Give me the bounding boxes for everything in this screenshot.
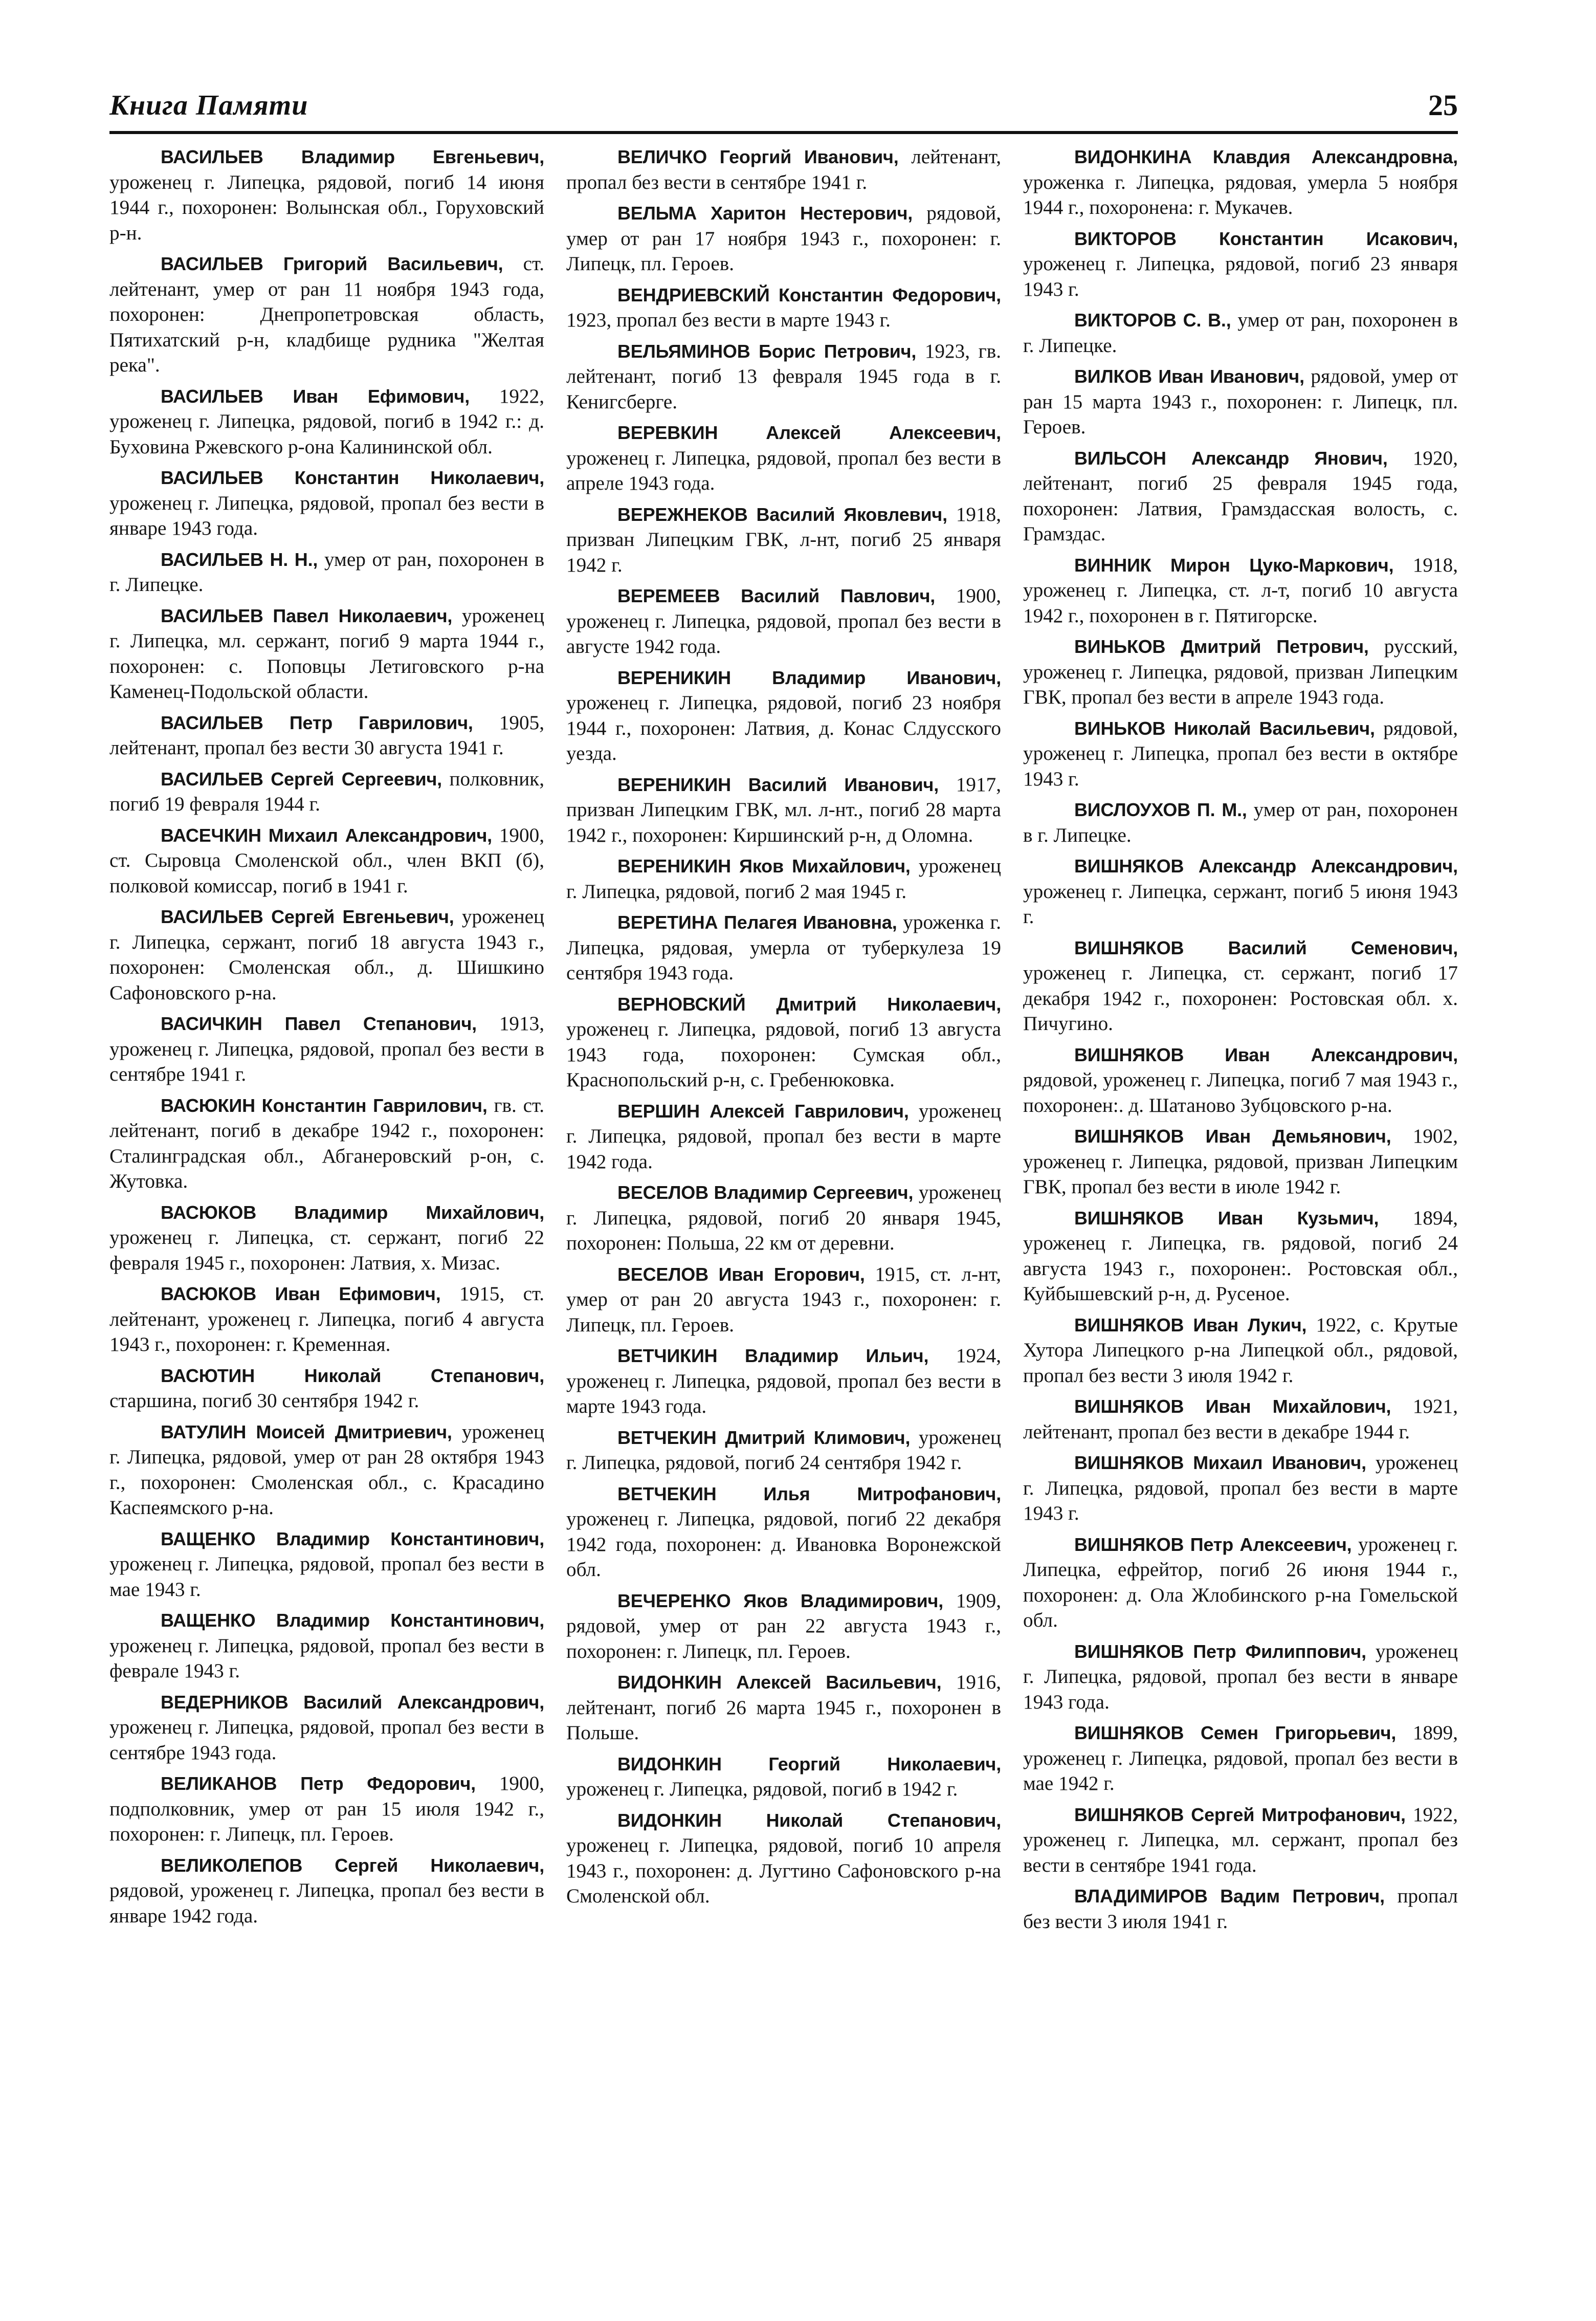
memorial-entry [1023, 1532, 1458, 1633]
memorial-entry [109, 1200, 544, 1276]
entry-name: ВЕЛИЧКО Георгий Иванович, [617, 146, 899, 167]
entry-name: ВИШНЯКОВ Иван Кузьмич, [1074, 1207, 1379, 1229]
entry-name: ВИЛКОВ Иван Иванович, [1074, 366, 1304, 387]
entry-details: уроженец г. Липецка, рядовой, погиб 22 декабря 1942 года, похоронен: д. Ивановка Воронежской обл. [566, 1508, 1001, 1581]
entry-details: 1916, лейтенант, погиб 26 марта 1945 г., похоронен в Польше. [566, 1671, 1001, 1744]
entry-details: лейтенант, пропал без вести в сентябре 1941 г. [566, 146, 1001, 193]
entry-name: ВАСИЛЬЕВ Иван Ефимович, [161, 385, 470, 407]
entry-details: уроженец г. Липецка, ст. сержант, погиб 22 февраля 1945 г., похоронен: Латвия, х. Мизас. [109, 1227, 544, 1274]
entry-details: 1918, уроженец г. Липецка, ст. л-т, погиб 10 августа 1942 г., похоронен в г. Пятигорске. [1023, 554, 1458, 627]
memorial-entry [1023, 553, 1458, 629]
entry-name: ВАСИЛЬЕВ Петр Гаврилович, [161, 712, 473, 733]
entry-details: уроженец г. Липецка, рядовой, погиб 24 сентября 1942 г. [566, 1426, 1001, 1474]
entry-details: уроженец г. Липецка, рядовой, пропал без вести в феврале 1943 г. [109, 1634, 544, 1682]
entry-name: ВЕЛИКОЛЕПОВ Сергей Николаевич, [161, 1854, 544, 1876]
entry-details: 1922, с. Крутые Хутора Липецкого р-на Липецкой обл., рядовой, пропал без вести 3 июля 1942 г. [1023, 1313, 1458, 1387]
memorial-entry [566, 1343, 1001, 1419]
entry-name: ВЕСЕЛОВ Владимир Сергеевич, [617, 1182, 914, 1203]
memorial-entry [109, 1419, 544, 1521]
entry-details: 1918, призван Липецким ГВК, л-нт, погиб 25 января 1942 г. [566, 503, 1001, 576]
memorial-entry [109, 1526, 544, 1603]
entry-name: ВАСИЛЬЕВ Н. Н., [161, 549, 318, 570]
entry-name: ВАСИЛЬЕВ Сергей Сергеевич, [161, 768, 442, 790]
entry-details: уроженец г. Липецка, рядовой, умер от ран 28 октября 1943 г., похоронен: Смоленская обл., с. Красадино Каспеямского р-на. [109, 1420, 544, 1519]
memorial-entry [566, 201, 1001, 277]
entry-details: уроженец г. Липецка, рядовой, пропал без вести в сентябре 1943 года. [109, 1716, 544, 1764]
entry-name: ВИШНЯКОВ Василий Семенович, [1074, 937, 1458, 958]
entry-name: ВАЩЕНКО Владимир Константинович, [161, 1610, 544, 1631]
memorial-entry [109, 251, 544, 378]
memorial-entry [566, 583, 1001, 660]
memorial-entry [566, 502, 1001, 578]
entry-name: ВЕРЕНИКИН Василий Иванович, [617, 774, 939, 795]
entry-name: ВИШНЯКОВ Иван Лукич, [1074, 1314, 1307, 1335]
memorial-entry [1023, 797, 1458, 848]
entry-name: ВИШНЯКОВ Иван Михайлович, [1074, 1396, 1391, 1417]
entry-details: уроженец г. Липецка, рядовой, погиб 2 мая 1945 г. [566, 855, 1001, 903]
memorial-entry [1023, 1312, 1458, 1389]
entry-details: гв. ст. лейтенант, погиб в декабре 1942 г., похоронен: Сталинградская обл., Абганеровский р-он, с. Жутовка. [109, 1094, 544, 1192]
entry-name: ВЕРЕНИКИН Яков Михайлович, [617, 856, 911, 877]
memorial-entry [109, 144, 544, 246]
book-title: Книга Памяти [109, 90, 308, 121]
entry-details: уроженец г. Липецка, рядовой, погиб 23 января 1943 г. [1023, 253, 1458, 300]
entry-details: уроженец г. Липецка, рядовой, пропал без вести в марте 1943 г. [1023, 1452, 1458, 1524]
memorial-entry [1023, 144, 1458, 221]
memorial-entry [109, 465, 544, 541]
entry-details: умер от ран, похоронен в г. Липецке. [109, 548, 544, 596]
entry-details: уроженец г. Липецка, рядовой, погиб 23 ноября 1944 г., похоронен: Латвия, д. Конас Слдусского уезда. [566, 692, 1001, 764]
memorial-entry [1023, 1042, 1458, 1119]
entry-details: уроженец г. Липецка, ст. сержант, погиб 17 декабря 1942 г., похоронен: Ростовская обл. х. Пичугино. [1023, 962, 1458, 1035]
entry-name: ВИДОНКИН Николай Степанович, [617, 1809, 1001, 1831]
entry-details: умер от ран, похоронен в г. Липецке. [1023, 799, 1458, 846]
entry-name: ВЕТЧЕКИН Илья Митрофанович, [617, 1483, 1001, 1504]
memorial-entry [109, 1771, 544, 1847]
entry-name: ВЕЛЬЯМИНОВ Борис Петрович, [617, 340, 917, 362]
memorial-entry [109, 1281, 544, 1357]
entry-details: рядовой, уроженец г. Липецка, погиб 7 мая 1943 г., похоронен:. д. Шатаново Зубцовского р-на. [1023, 1069, 1458, 1116]
entry-details: уроженец г. Липецка, рядовой, погиб 20 января 1945, похоронен: Польша, 22 км от деревни. [566, 1181, 1001, 1254]
entry-name: ВАСЮКОВ Иван Ефимович, [161, 1283, 441, 1304]
memorial-entry [1023, 446, 1458, 547]
entry-details: 1923, гв. лейтенант, погиб 13 февраля 1945 года в г. Кенигсберге. [566, 340, 1001, 413]
entry-details: полковник, погиб 19 февраля 1944 г. [109, 768, 544, 815]
entry-details: 1920, лейтенант, погиб 25 февраля 1945 года, похоронен: Латвия, Грамздасская волость, с. Грамздас. [1023, 447, 1458, 545]
entry-name: ВЕРЕЖНЕКОВ Василий Яковлевич, [617, 503, 947, 525]
entry-name: ВЕРЕНИКИН Владимир Иванович, [617, 667, 1001, 688]
entry-name: ВИЛЬСОН Александр Янович, [1074, 447, 1388, 469]
memorial-entry [1023, 1394, 1458, 1444]
entry-details: уроженец г. Липецка, рядовой, погиб 10 апреля 1943 г., похоронен: д. Лугтино Сафоновского р-на Смоленской обл. [566, 1834, 1001, 1907]
memorial-entry [1023, 226, 1458, 302]
entry-details: 1922, уроженец г. Липецка, мл. сержант, пропал без вести в сентябре 1941 года. [1023, 1803, 1458, 1876]
memorial-entry [1023, 935, 1458, 1037]
entry-details: 1921, лейтенант, пропал без вести в декабре 1944 г. [1023, 1395, 1458, 1443]
entry-details: 1899, уроженец г. Липецка, рядовой, пропал без вести в мае 1942 г. [1023, 1722, 1458, 1794]
entry-name: ВАСИЛЬЕВ Павел Николаевич, [161, 605, 453, 626]
memorial-entry [566, 1588, 1001, 1665]
entry-name: ВИДОНКИНА Клавдия Александровна, [1074, 146, 1458, 167]
entry-name: ВЕЛЬМА Харитон Нестерович, [617, 203, 913, 224]
memorial-entry [109, 1690, 544, 1766]
memorial-entry [566, 1425, 1001, 1476]
entry-name: ВИШНЯКОВ Александр Александрович, [1074, 856, 1458, 877]
entry-details: 1900, уроженец г. Липецка, рядовой, пропал без вести в августе 1942 года. [566, 585, 1001, 658]
entry-name: ВЕЧЕРЕНКО Яков Владимирович, [617, 1590, 944, 1611]
entry-details: уроженка г. Липецка, рядовая, умерла 5 ноября 1944 г., похоронена: г. Мукачев. [1023, 171, 1458, 218]
header-rule [109, 131, 1458, 134]
memorial-entry [1023, 716, 1458, 792]
entry-name: ВЕДЕРНИКОВ Василий Александрович, [161, 1691, 544, 1713]
entry-name: ВЛАДИМИРОВ Вадим Петрович, [1074, 1886, 1385, 1907]
entry-name: ВИШНЯКОВ Семен Григорьевич, [1074, 1722, 1396, 1743]
column-3 [1023, 144, 1458, 2140]
entry-details: 1924, уроженец г. Липецка, рядовой, пропал без вести в марте 1943 года. [566, 1345, 1001, 1417]
entry-name: ВИКТОРОВ Константин Исакович, [1074, 228, 1458, 249]
memorial-entry [109, 547, 544, 598]
memorial-entry [1023, 1639, 1458, 1715]
memorial-entry [1023, 634, 1458, 710]
entry-details: 1900, ст. Сыровца Смоленской обл., член ВКП (б), полковой комиссар, погиб в 1941 г. [109, 824, 544, 897]
memorial-entry [109, 823, 544, 899]
entry-details: 1915, ст. лейтенант, уроженец г. Липецка, погиб 4 августа 1943 г., похоронен: г. Кременная. [109, 1283, 544, 1355]
entry-details: 1923, пропал без вести в марте 1943 г. [566, 309, 891, 331]
entry-name: ВАСЮКОВ Владимир Михайлович, [161, 1201, 544, 1223]
entry-details: уроженец г. Липецка, рядовой, пропал без вести в апреле 1943 года. [566, 447, 1001, 494]
memorial-entry [109, 1853, 544, 1929]
entry-details: 1902, уроженец г. Липецка, рядовой, призван Липецким ГВК, пропал без вести в июле 1942 г. [1023, 1125, 1458, 1198]
entry-name: ВИКТОРОВ С. В., [1074, 310, 1231, 331]
entry-details: уроженец г. Липецка, ефрейтор, погиб 26 июня 1944 г., похоронен: д. Ола Жлобинского р-на Гомельской обл. [1023, 1533, 1458, 1631]
memorial-entry [109, 1011, 544, 1087]
page-number: 25 [1428, 89, 1458, 122]
memorial-entry [109, 1363, 544, 1414]
memorial-entry [566, 992, 1001, 1093]
entry-details: уроженец г. Липецка, рядовой, пропал без вести в январе 1943 года. [1023, 1640, 1458, 1713]
entry-details: рядовой, умер от ран 15 марта 1943 г., похоронен: г. Липецк, пл. Героев. [1023, 365, 1458, 438]
column-1 [109, 144, 544, 2140]
memorial-entry [109, 904, 544, 1005]
entry-name: ВИДОНКИН Алексей Васильевич, [617, 1672, 942, 1693]
memorial-entry [566, 1481, 1001, 1583]
entry-name: ВЕТЧИКИН Владимир Ильич, [617, 1345, 929, 1366]
entry-details: рядовой, уроженец г. Липецка, пропал без вести в январе 1942 года. [109, 1879, 544, 1927]
entry-name: ВЕРШИН Алексей Гаврилович, [617, 1100, 909, 1122]
entry-name: ВЕЛИКАНОВ Петр Федорович, [161, 1773, 476, 1794]
entry-details: уроженка г. Липецка, рядовая, умерла от туберкулеза 19 сентября 1943 года. [566, 911, 1001, 984]
memorial-entry [566, 1099, 1001, 1175]
entry-details: 1922, уроженец г. Липецка, рядовой, погиб в 1942 г.: д. Буховина Ржевского р-она Калининской обл. [109, 385, 544, 458]
entry-details: рядовой, уроженец г. Липецка, пропал без вести в октябре 1943 г. [1023, 717, 1458, 790]
entry-name: ВИДОНКИН Георгий Николаевич, [617, 1753, 1001, 1775]
memorial-entry [109, 603, 544, 705]
entry-name: ВАТУЛИН Моисей Дмитриевич, [161, 1421, 452, 1442]
memorial-entry [1023, 1720, 1458, 1797]
entry-details: уроженец г. Липецка, сержант, погиб 18 августа 1943 г., похоронен: Смоленская обл., д. Шишкино Сафоновского р-на. [109, 906, 544, 1004]
entry-name: ВЕСЕЛОВ Иван Егорович, [617, 1263, 865, 1285]
entry-details: 1894, уроженец г. Липецка, гв. рядовой, погиб 24 августа 1943 г., похоронен:. Ростовская обл., Куйбышевский р-н, д. Русеное. [1023, 1207, 1458, 1305]
text-columns [109, 144, 1458, 2140]
entry-details: 1917, призван Липецким ГВК, мл. л-нт., погиб 28 марта 1942 г., похоронен: Киршинский р-н, д Оломна. [566, 773, 1001, 846]
memorial-entry [566, 1180, 1001, 1256]
memorial-entry [109, 1608, 544, 1684]
column-2 [566, 144, 1001, 2140]
entry-name: ВАСИЧКИН Павел Степанович, [161, 1013, 477, 1034]
entry-name: ВИШНЯКОВ Сергей Митрофанович, [1074, 1804, 1406, 1825]
memorial-entry [566, 420, 1001, 496]
entry-name: ВАСИЛЬЕВ Сергей Евгеньевич, [161, 906, 454, 927]
entry-name: ВАСИЛЬЕВ Константин Николаевич, [161, 467, 544, 488]
entry-details: уроженец г. Липецка, рядовой, пропал без вести в марте 1942 года. [566, 1100, 1001, 1173]
entry-name: ВАСИЛЬЕВ Владимир Евгеньевич, [161, 146, 544, 167]
memorial-entry [566, 910, 1001, 986]
entry-details: уроженец г. Липецка, сержант, погиб 5 июня 1943 г. [1023, 880, 1458, 928]
entry-details: уроженец г. Липецка, рядовой, пропал без вести в мае 1943 г. [109, 1553, 544, 1601]
entry-name: ВИННИК Мирон Цуко-Маркович, [1074, 554, 1394, 576]
memorial-entry [566, 1808, 1001, 1909]
entry-name: ВАСЕЧКИН Михаил Александрович, [161, 824, 492, 846]
entry-name: ВИШНЯКОВ Петр Филиппович, [1074, 1640, 1366, 1662]
entry-name: ВЕРНОВСКИЙ Дмитрий Николаевич, [617, 993, 1001, 1015]
entry-name: ВЕРЕМЕЕВ Василий Павлович, [617, 585, 936, 606]
entry-details: 1913, уроженец г. Липецка, рядовой, пропал без вести в сентябре 1941 г. [109, 1013, 544, 1085]
memorial-entry [1023, 1124, 1458, 1200]
entry-details: пропал без вести 3 июля 1941 г. [1023, 1885, 1458, 1933]
entry-details: 1905, лейтенант, пропал без вести 30 августа 1941 г. [109, 711, 544, 759]
entry-name: ВАСЮКИН Константин Гаврилович, [161, 1094, 487, 1116]
entry-details: уроженец г. Липецка, рядовой, погиб 14 июня 1944 г., похоронен: Волынская обл., Горуховский р-н. [109, 171, 544, 244]
entry-name: ВАСЮТИН Николай Степанович, [161, 1365, 544, 1386]
entry-details: 1909, рядовой, умер от ран 22 августа 1943 г., похоронен: г. Липецк, пл. Героев. [566, 1589, 1001, 1662]
entry-name: ВАЩЕНКО Владимир Константинович, [161, 1528, 544, 1549]
memorial-entry [566, 772, 1001, 848]
memorial-entry [566, 339, 1001, 415]
entry-details: рядовой, умер от ран 17 ноября 1943 г., похоронен: г. Липецк, пл. Героев. [566, 202, 1001, 275]
entry-details: 1900, подполковник, умер от ран 15 июля 1942 г., похоронен: г. Липецк, пл. Героев. [109, 1772, 544, 1845]
memorial-entry [109, 767, 544, 817]
memorial-entry [566, 853, 1001, 904]
memorial-entry [1023, 1884, 1458, 1934]
entry-name: ВАСИЛЬЕВ Григорий Васильевич, [161, 253, 503, 274]
entry-details: уроженец г. Липецка, рядовой, пропал без вести в январе 1943 года. [109, 492, 544, 539]
memorial-entry [1023, 364, 1458, 440]
entry-details: уроженец г. Липецка, рядовой, погиб 13 августа 1943 года, похоронен: Сумская обл., Краснопольский р-н, с. Гребенюковка. [566, 1018, 1001, 1091]
memorial-entry [566, 1670, 1001, 1746]
memorial-entry [1023, 853, 1458, 930]
memorial-entry [1023, 1206, 1458, 1307]
memorial-entry [109, 384, 544, 460]
entry-name: ВЕНДРИЕВСКИЙ Константин Федорович, [617, 284, 1001, 305]
entry-name: ВИНЬКОВ Николай Васильевич, [1074, 717, 1375, 739]
memorial-entry [566, 1751, 1001, 1802]
entry-name: ВИШНЯКОВ Михаил Иванович, [1074, 1452, 1366, 1473]
memorial-entry [566, 282, 1001, 333]
memorial-entry [109, 710, 544, 761]
memorial-entry [1023, 1450, 1458, 1526]
entry-name: ВИШНЯКОВ Петр Алексеевич, [1074, 1534, 1352, 1555]
entry-details: ст. лейтенант, умер от ран 11 ноября 1943 года, похоронен: Днепропетровская область, Пятихатский р-н, кладбище рудника "Желтая река". [109, 253, 544, 376]
entry-name: ВИНЬКОВ Дмитрий Петрович, [1074, 636, 1369, 657]
entry-name: ВЕРЕВКИН Алексей Алексеевич, [617, 422, 1001, 443]
entry-details: умер от ран, похоронен в г. Липецке. [1023, 309, 1458, 357]
memorial-entry [566, 144, 1001, 195]
entry-details: уроженец г. Липецка, мл. сержант, погиб 9 марта 1944 г., похоронен: с. Поповцы Летиговского р-на Каменец-Подольской области. [109, 604, 544, 703]
entry-name: ВЕТЧЕКИН Дмитрий Климович, [617, 1427, 911, 1448]
entry-name: ВИСЛОУХОВ П. М., [1074, 799, 1247, 820]
memorial-entry [566, 1262, 1001, 1338]
memorial-entry [1023, 308, 1458, 358]
memorial-entry [1023, 1802, 1458, 1878]
entry-details: русский, уроженец г. Липецка, рядовой, призван Липецким ГВК, пропал без вести в апреле 1943 года. [1023, 636, 1458, 708]
memorial-entry [109, 1093, 544, 1194]
entry-details: 1915, ст. л-нт, умер от ран 20 августа 1943 г., похоронен: г. Липецк, пл. Героев. [566, 1263, 1001, 1336]
entry-details: старшина, погиб 30 сентября 1942 г. [109, 1390, 419, 1412]
entry-name: ВИШНЯКОВ Иван Демьянович, [1074, 1126, 1391, 1147]
memorial-entry [566, 665, 1001, 767]
page-header [109, 87, 1458, 131]
entry-details: уроженец г. Липецка, рядовой, погиб в 1942 г. [566, 1778, 958, 1800]
entry-name: ВИШНЯКОВ Иван Александрович, [1074, 1044, 1458, 1065]
entry-name: ВЕРЕТИНА Пелагея Ивановна, [617, 912, 897, 933]
